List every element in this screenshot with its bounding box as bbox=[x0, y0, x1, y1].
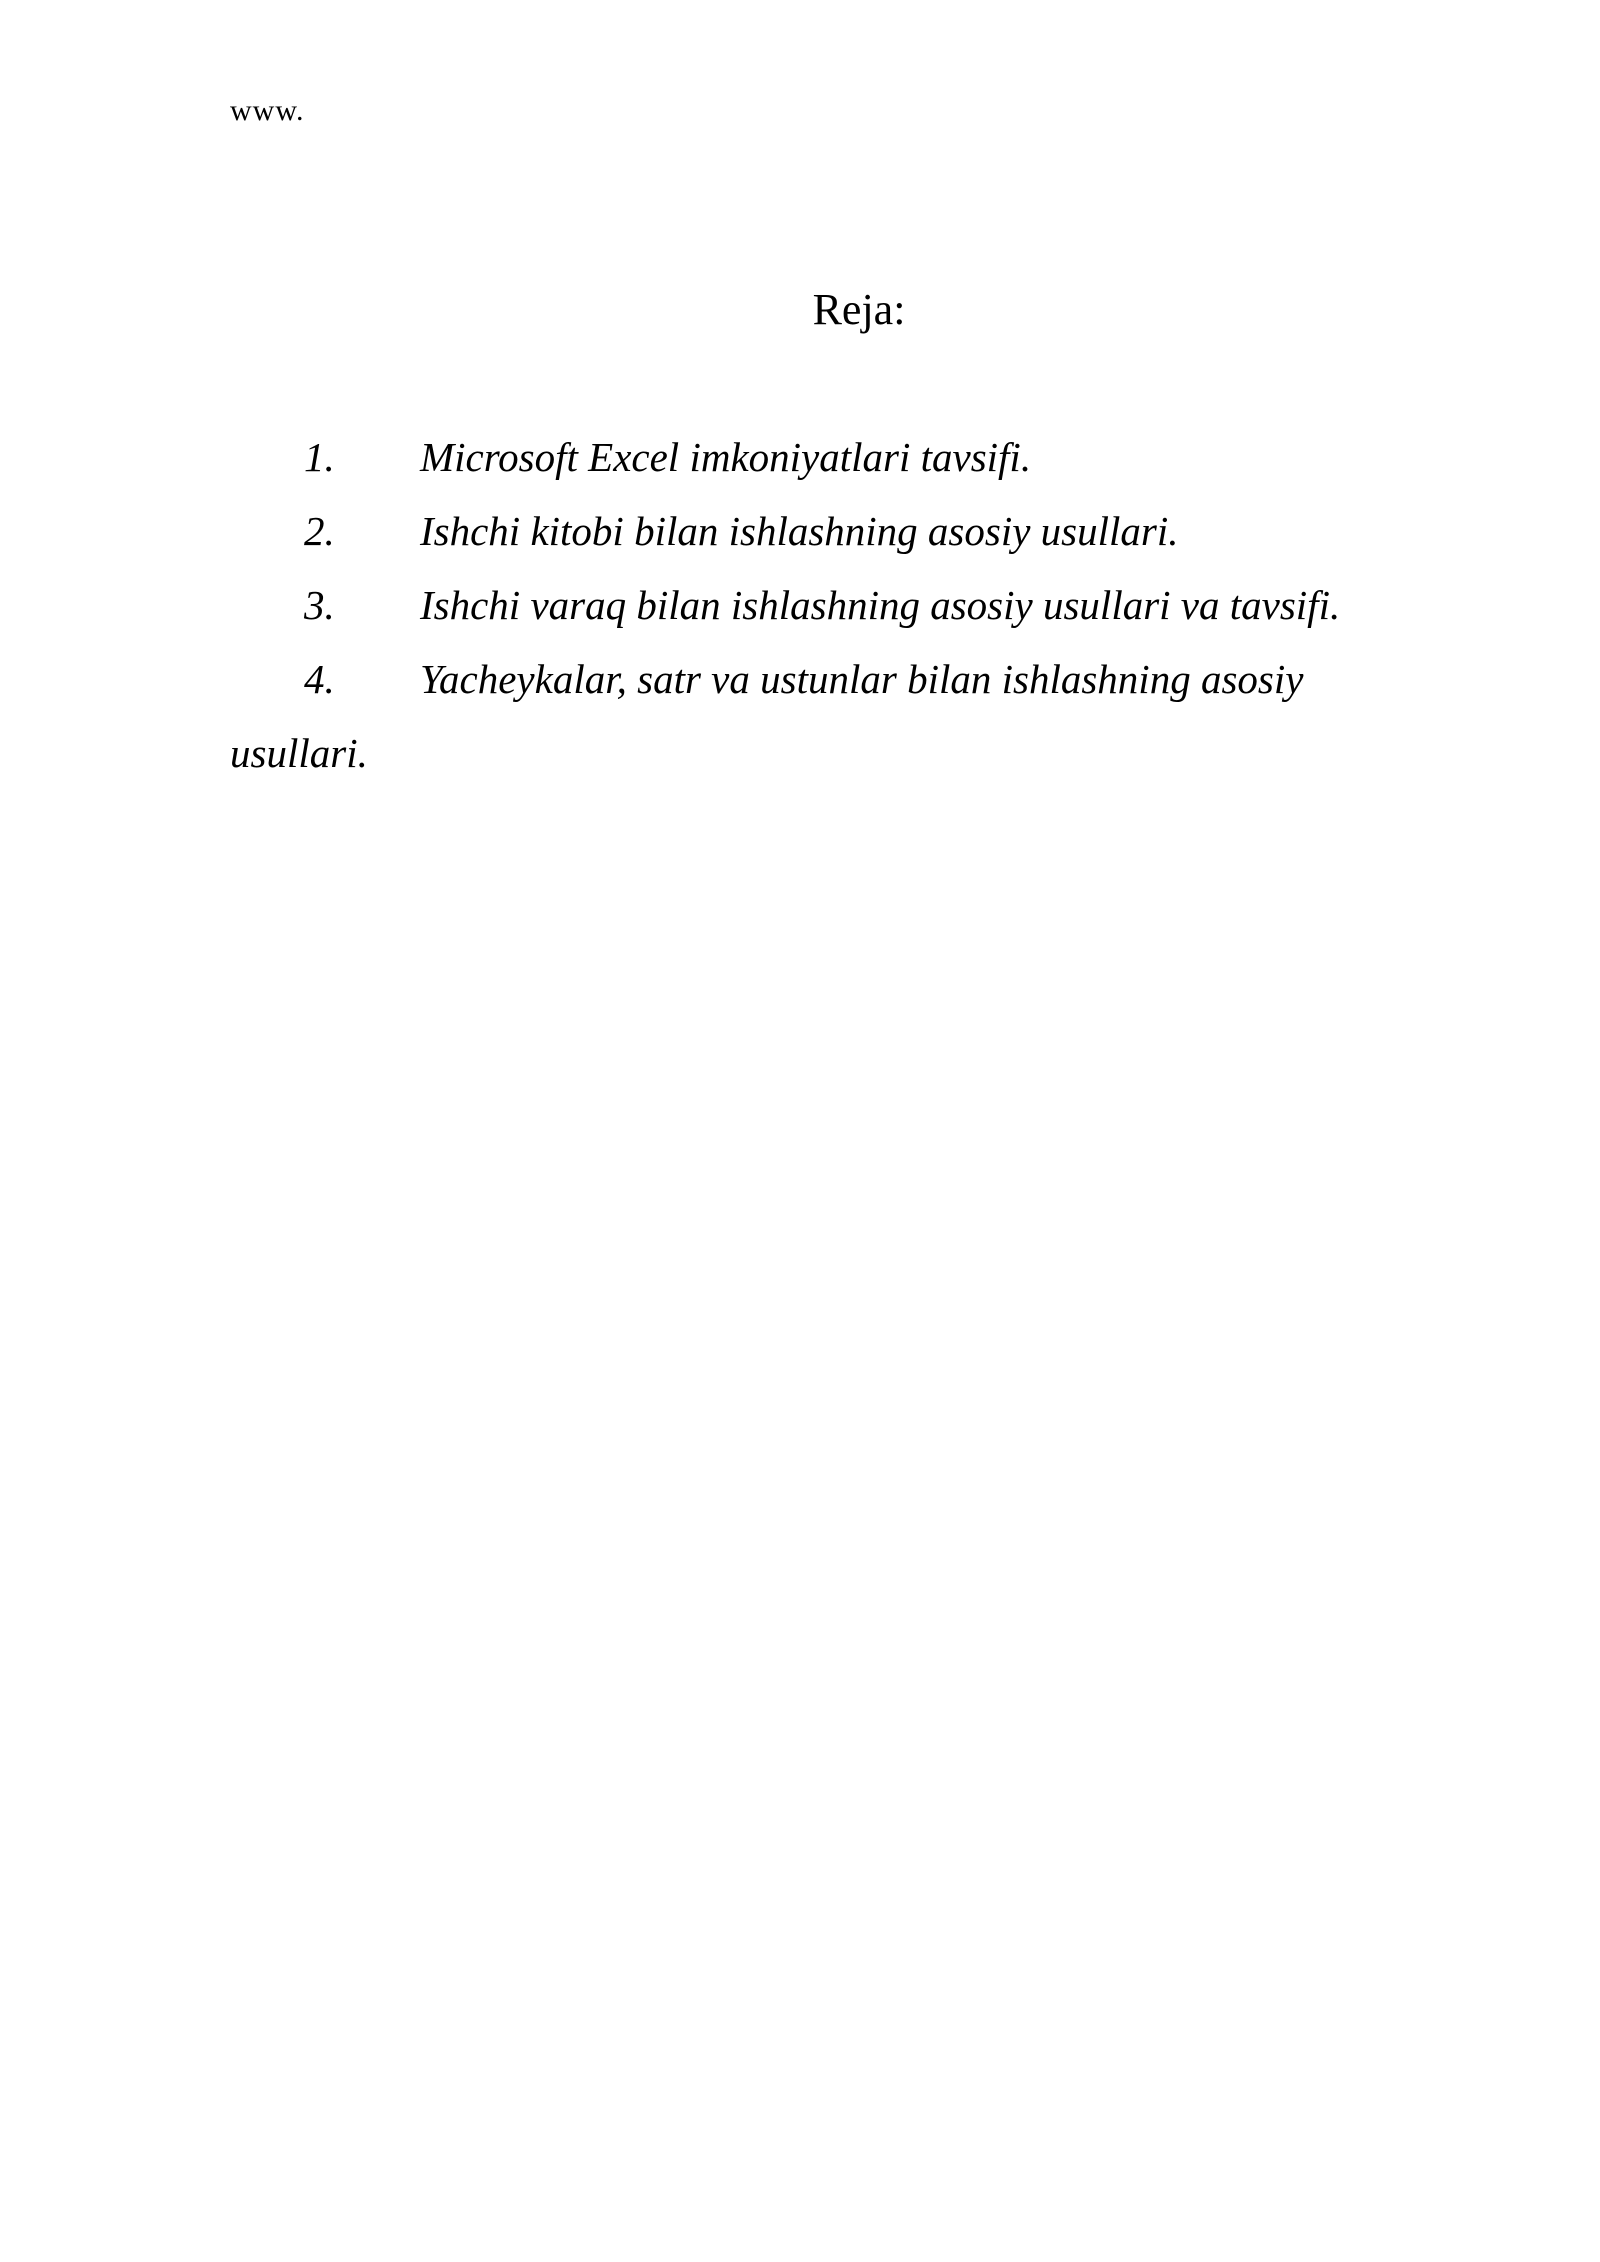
plan-item-3 bbox=[230, 568, 1410, 642]
plan-item-number: 4. bbox=[304, 656, 335, 702]
plan-item-number: 3. bbox=[304, 582, 335, 628]
plan-item-2 bbox=[230, 494, 1410, 568]
plan-item-1 bbox=[230, 420, 1410, 494]
plan-item-text: Ishchi varaq bilan ishlashning asosiy usullari va tavsifi. bbox=[420, 582, 1341, 628]
page-title: Reja: bbox=[812, 285, 906, 334]
plan-item-4 bbox=[230, 642, 1410, 790]
plan-item-text: Microsoft Excel imkoniyatlari tavsifi. bbox=[420, 434, 1032, 480]
plan-item-number: 1. bbox=[304, 434, 335, 480]
plan-item-text: Ishchi kitobi bilan ishlashning asosiy usullari. bbox=[420, 508, 1179, 554]
plan-list bbox=[230, 420, 1410, 790]
plan-item-number: 2. bbox=[304, 508, 335, 554]
header-url-text: www. bbox=[230, 94, 305, 127]
plan-item-text: Yacheykalar, satr va ustunlar bilan ishlashning asosiy usullari. bbox=[230, 656, 1304, 776]
